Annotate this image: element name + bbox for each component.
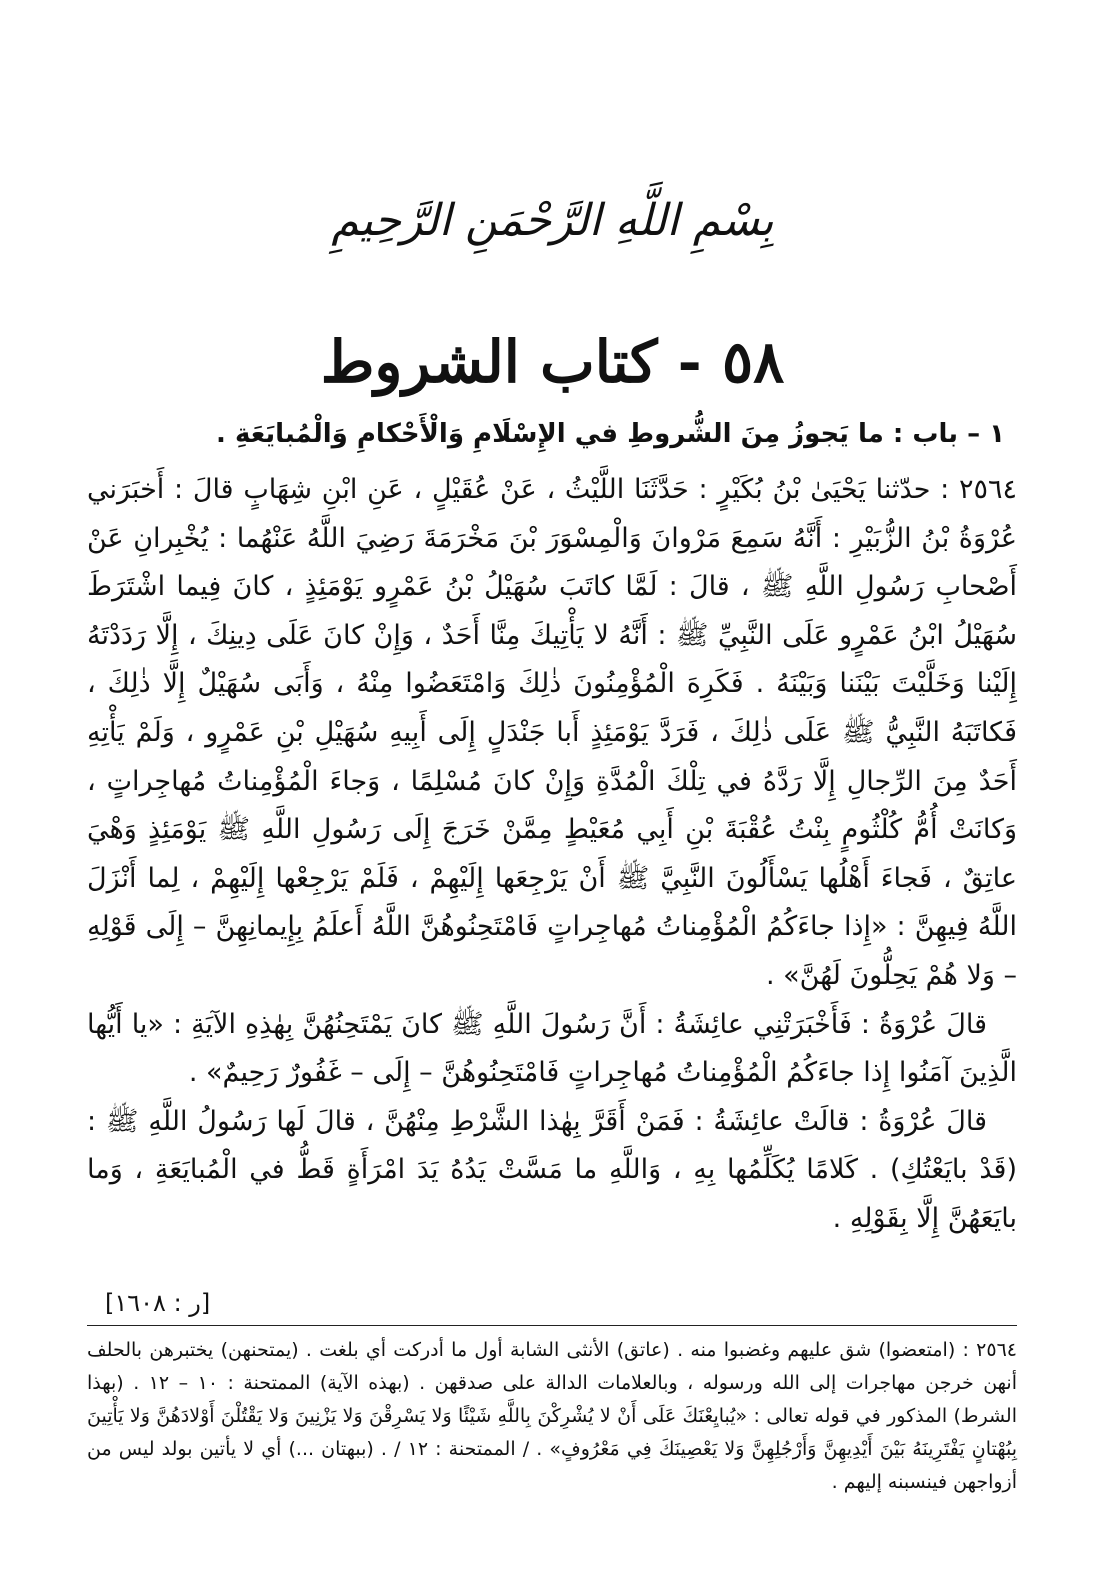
basmala-calligraphy: بِسْمِ اللَّهِ الرَّحْمَنِ الرَّحِيمِ [331, 195, 774, 246]
footnote-separator [87, 1325, 1017, 1326]
book-title: ٥٨ - كتاب الشروط [320, 328, 785, 396]
footnote-text: ٢٥٦٤ : (امتعضوا) شق عليهم وغضبوا منه . (عاتق) الأنثى الشابة أول ما أدركت أي بلغت . (يمتحنهن) يختبرهن بالحلف أنهن خرجن مهاجرات إلى الله ورسوله ، وبالعلامات الدالة على صدقهن . (بهذه الآية) الممتحنة : ١٠ – ١٢ . (بهذا الشرط) المذكور في قوله تعالى : «يُبايِعْنَكَ عَلَى أَنْ لا يُشْرِكْنَ بِاللَّهِ شَيْئًا وَلا يَسْرِقْنَ وَلا يَزْنِينَ وَلا يَقْتُلْنَ أَوْلادَهُنَّ وَلا يَأْتِينَ بِبُهْتانٍ يَفْتَرِينَهُ بَيْنَ أَيْدِيهِنَّ وَأَرْجُلِهِنَّ وَلا يَعْصِينَكَ فِي مَعْرُوفٍ» . / الممتحنة : ١٢ / . (ببهتان ...) أي لا يأتين بولد ليس من أزواجهن فينسبنه إليهم . [87, 1339, 1017, 1493]
chapter-heading: ١ – باب : ما يَجوزُ مِنَ الشُّروطِ في الإِسْلَامِ وَالْأَحْكامِ وَالْمُبايَعَةِ . [216, 419, 1005, 449]
hadith-text [87, 466, 1017, 1244]
cross-reference: [ر : ١٦٠٨] [105, 1289, 211, 1317]
hadith-paragraph: قالَ عُرْوَةُ : فَأَخْبَرَتْنِي عائِشَةُ : أَنَّ رَسُولَ اللَّهِ ﷺ كانَ يَمْتَحِنُهُنَّ بِهٰذِهِ الآيَةِ : «يا أَيُّها الَّذِينَ آمَنُوا إِذا جاءَكُمُ الْمُؤْمِناتُ مُهاجِراتٍ فَامْتَحِنُوهُنَّ – إِلَى – غَفُورٌ رَحِيمٌ» . [87, 1008, 1017, 1089]
hadith-paragraph: قالَ عُرْوَةُ : قالَتْ عائِشَةُ : فَمَنْ أَقَرَّ بِهٰذا الشَّرْطِ مِنْهُنَّ ، قالَ لَها رَسُولُ اللَّهِ ﷺ : (قَدْ بايَعْتُكِ) . كَلامًا يُكَلِّمُها بِهِ ، وَاللَّهِ ما مَسَّتْ يَدُهُ يَدَ امْرَأَةٍ قَطُّ في الْمُبايَعَةِ ، وَما بايَعَهُنَّ إِلَّا بِقَوْلِهِ . [87, 1105, 1017, 1234]
hadith-paragraph: ٢٥٦٤ : حدّثنا يَحْيَىٰ بْنُ بُكَيْرٍ : حَدَّثَنَا اللَّيْثُ ، عَنْ عُقَيْلٍ ، عَنِ ابْنِ شِهَابٍ قالَ : أَخبَرَني عُرْوَةُ بْنُ الزُّبَيْرِ : أَنَّهُ سَمِعَ مَرْوانَ وَالْمِسْوَرَ بْنَ مَخْرَمَةَ رَضِيَ اللَّهُ عَنْهُما : يُخْبِرانِ عَنْ أَصْحابِ رَسُولِ اللَّهِ ﷺ ، قالَ : لَمَّا كاتَبَ سُهَيْلُ بْنُ عَمْرٍو يَوْمَئِذٍ ، كانَ فِيما اشْتَرَطَ سُهَيْلُ ابْنُ عَمْرٍو عَلَى النَّبِيِّ ﷺ : أَنَّهُ لا يَأْتِيكَ مِنَّا أَحَدٌ ، وَإِنْ كانَ عَلَى دِينِكَ ، إِلَّا رَدَدْتَهُ إِلَيْنا وَخَلَّيْتَ بَيْنَنا وَبَيْنَهُ . فَكَرِهَ الْمُؤْمِنُونَ ذٰلِكَ وَامْتَعَضُوا مِنْهُ ، وَأَبَى سُهَيْلٌ إِلَّا ذٰلِكَ ، فَكاتَبَهُ النَّبِيُّ ﷺ عَلَى ذٰلِكَ ، فَرَدَّ يَوْمَئِذٍ أَبا جَنْدَلٍ إِلَى أَبِيهِ سُهَيْلِ بْنِ عَمْرٍو ، وَلَمْ يَأْتِهِ أَحَدٌ مِنَ الرِّجالِ إِلَّا رَدَّهُ في تِلْكَ الْمُدَّةِ وَإِنْ كانَ مُسْلِمًا ، وَجاءَ الْمُؤْمِناتُ مُهاجِراتٍ ، وَكانَتْ أُمُّ كُلْثُومٍ بِنْتُ عُقْبَةَ بْنِ أَبِي مُعَيْطٍ مِمَّنْ خَرَجَ إِلَى رَسُولِ اللَّهِ ﷺ يَوْمَئِذٍ وَهْيَ عاتِقٌ ، فَجاءَ أَهْلُها يَسْأَلُونَ النَّبِيَّ ﷺ أَنْ يَرْجِعَها إِلَيْهِمْ ، فَلَمْ يَرْجِعْها إِلَيْهِمْ ، لِما أَنْزَلَ اللَّهُ فِيهِنَّ : «إِذا جاءَكُمُ الْمُؤْمِناتُ مُهاجِراتٍ فَامْتَحِنُوهُنَّ اللَّهُ أَعلَمُ بِإِيمانِهِنَّ – إِلَى قَوْلِهِ – وَلا هُمْ يَحِلُّونَ لَهُنَّ» . [87, 474, 1017, 991]
